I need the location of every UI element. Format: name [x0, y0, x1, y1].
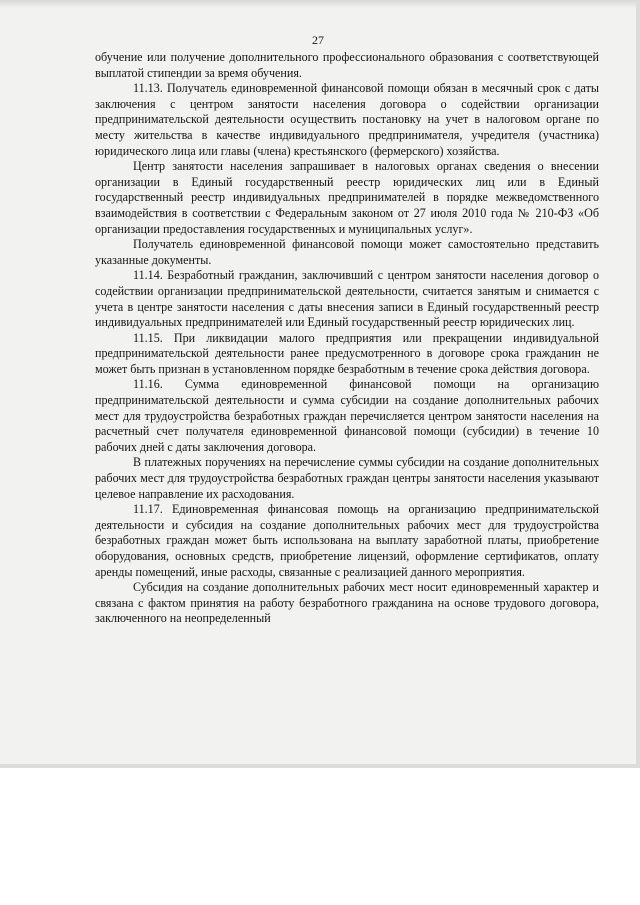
paragraph-subsidy: Субсидия на создание дополнительных рабочих мест носит единовременный характер и связана с фактом принятия на работу безработного гражданина на основе трудового договора, заключенного на неопределенный [95, 580, 599, 626]
paragraph-recipient-documents: Получатель единовременной финансовой помощи может самостоятельно представить указанные документы. [95, 237, 599, 267]
blank-area [0, 772, 640, 905]
document-body [95, 50, 599, 627]
paragraph-11-14: 11.14. Безработный гражданин, заключивший с центром занятости населения договор о содействии организации предпринимательской деятельности, считается занятым и снимается с учета в центре занятости населения с даты внесения записи в Единый государственный реестр индивидуальных предпринимателей или Единый государственный реестр юридических лиц. [95, 268, 599, 330]
paragraph-11-13: 11.13. Получатель единовременной финансовой помощи обязан в месячный срок с даты заключения с центром занятости населения договора о содействии организации предпринимательской деятельности осуществить постановку на учет в налоговом органе по месту жительства в качестве индивидуального предпринимателя, учредителя (участника) юридического лица или главы (члена) крестьянского (фермерского) хозяйства. [95, 81, 599, 158]
paragraph-11-16: 11.16. Сумма единовременной финансовой помощи на организацию предпринимательской деятельности и сумма субсидии на создание дополнительных рабочих мест для трудоустройства безработных граждан перечисляется центром занятости населения на расчетный счет получателя единовременной финансовой помощи (субсидии) в течение 10 рабочих дней с даты заключения договора. [95, 377, 599, 454]
paragraph-11-17: 11.17. Единовременная финансовая помощь на организацию предпринимательской деятельности и субсидия на создание дополнительных рабочих мест для трудоустройства безработных граждан может быть использована на выплату заработной платы, приобретение оборудования, основных средств, приобретение лицензий, оформление сертификатов, оплату аренды помещений, иные расходы, связанные с реализацией данного мероприятия. [95, 502, 599, 579]
paragraph-payment-orders: В платежных поручениях на перечисление суммы субсидии на создание дополнительных рабочих мест для трудоустройства безработных граждан центры занятости населения указывают целевое направление их расходования. [95, 455, 599, 501]
paragraph-employment-center-request: Центр занятости населения запрашивает в налоговых органах сведения о внесении организации в Единый государственный реестр юридических лиц или в Единый государственный реестр индивидуальных предпринимателей в порядке межведомственного взаимодействия в соответствии с Федеральным законом от 27 июля 2010 года № 210-ФЗ «Об организации предоставления государственных и муниципальных услуг». [95, 159, 599, 236]
paragraph-11-15: 11.15. При ликвидации малого предприятия или прекращении индивидуальной предпринимательской деятельности ранее предусмотренного в договоре срока гражданин не может быть признан в установленном порядке безработным в течение срока действия договора. [95, 330, 599, 376]
page-number: 27 [312, 33, 324, 47]
paragraph-1: обучение или получение дополнительного профессионального образования с соответствующей выплатой стипендии за время обучения. [95, 50, 599, 80]
